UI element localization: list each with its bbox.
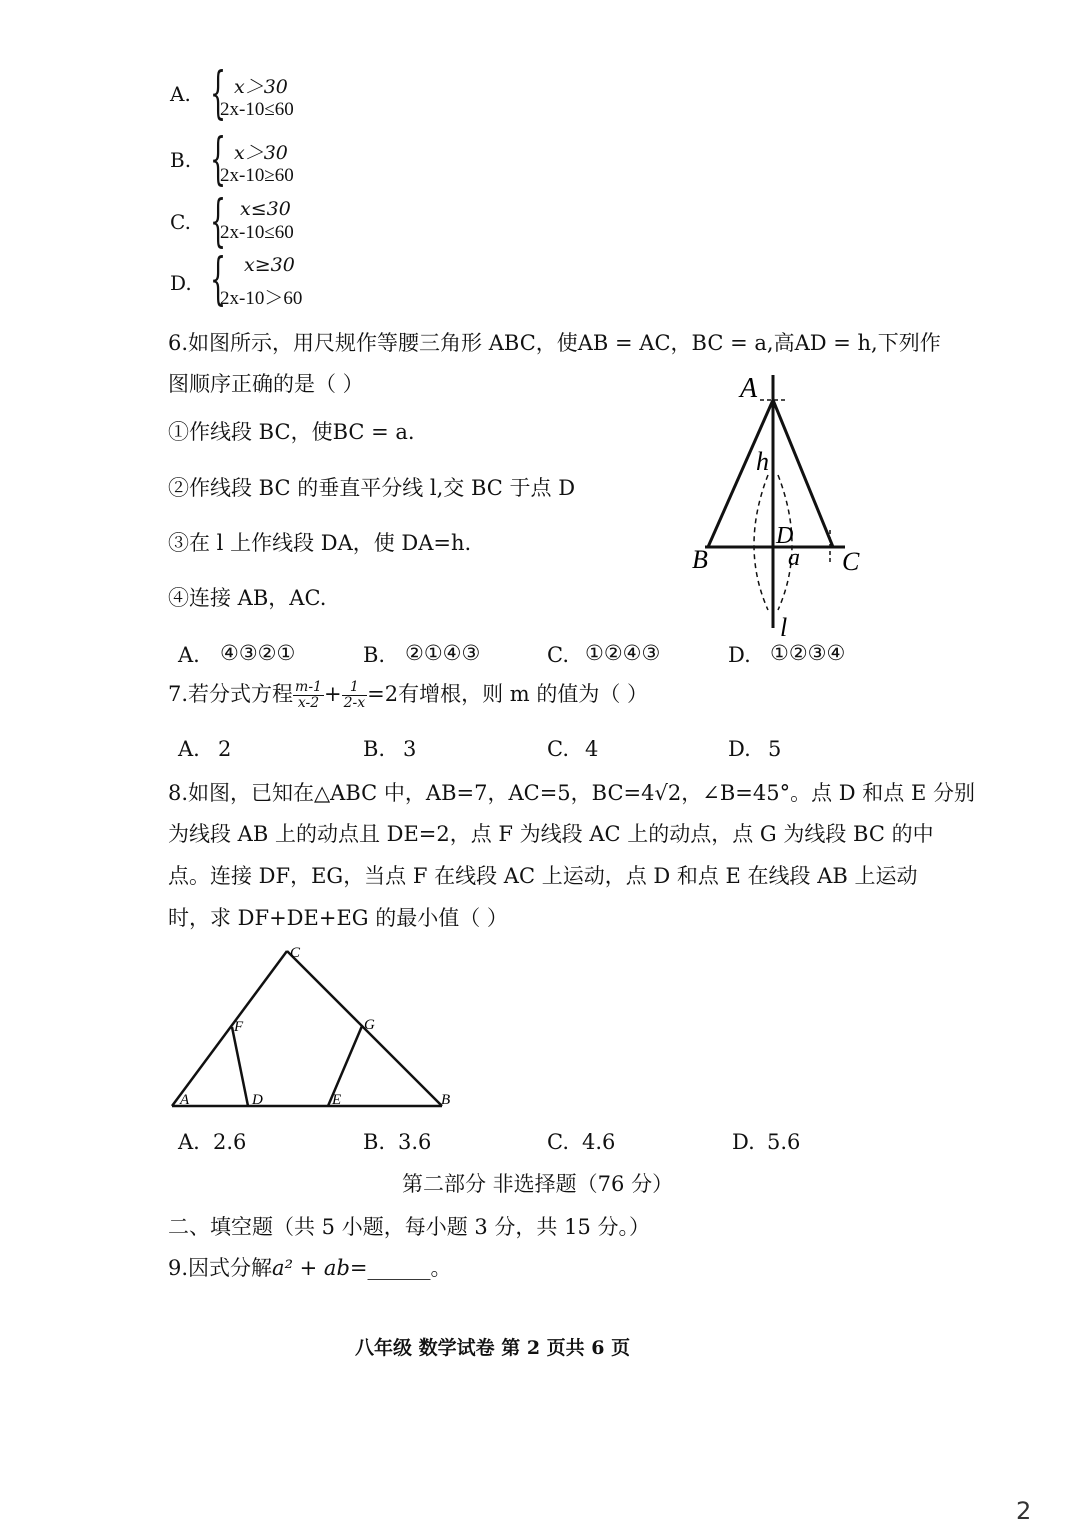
- q7-prefix: 7.若分式方程: [168, 682, 294, 706]
- option-letter: A.: [170, 82, 191, 106]
- q7-option-c-letter: C.: [547, 737, 569, 761]
- label-f: F: [234, 1019, 244, 1035]
- q6-construction-figure: [680, 370, 880, 640]
- inequality-line-2: 2x-10≥60: [220, 165, 294, 186]
- fraction-1-num: m-1: [295, 678, 322, 695]
- fraction-2: [342, 680, 368, 712]
- q6-stem-line2: 图顺序正确的是（ ）: [168, 372, 364, 396]
- inequality-line-1: x≤30: [240, 198, 291, 220]
- segment-df: [232, 1027, 248, 1106]
- fraction-1-den: x-2: [297, 695, 320, 711]
- q7-option-b-text: 3: [403, 737, 417, 761]
- q6-option-d-text: ①②③④: [770, 641, 846, 665]
- q8-line3: 点。连接 DF，EG，当点 F 在线段 AC 上运动，点 D 和点 E 在线段 AB 上运动: [168, 864, 918, 888]
- inequality-line-1: x＞30: [234, 76, 288, 98]
- q8-option-d-letter: D.: [732, 1130, 755, 1154]
- q6-option-c-letter: C.: [547, 643, 569, 667]
- q6-option-b-text: ②①④③: [405, 641, 481, 665]
- label-d: D: [776, 523, 794, 549]
- inequality-line-2: 2x-10≤60: [220, 222, 294, 243]
- q8-line4: 时，求 DF+DE+EG 的最小值（ ）: [168, 906, 508, 930]
- q7-option-c-text: 4: [585, 737, 599, 761]
- plus-sign: +: [323, 682, 342, 706]
- q9-blank: ______: [367, 1256, 431, 1280]
- q8-option-d-text: 5.6: [767, 1130, 801, 1154]
- q6-option-b-letter: B.: [363, 643, 386, 667]
- inequality-line-2: 2x-10＞60: [220, 288, 303, 309]
- inequality-line-1: x＞30: [234, 142, 288, 164]
- q6-step-2: ②作线段 BC 的垂直平分线 l,交 BC 于点 D: [168, 476, 576, 500]
- q9-prefix: 9.因式分解: [168, 1256, 273, 1280]
- q6-stem-line1: 6.如图所示，用尺规作等腰三角形 ABC，使AB = AC，BC = a,高AD = h,下列作: [168, 331, 941, 355]
- q8-option-c-letter: C.: [547, 1130, 569, 1154]
- q6-option-a-letter: A.: [178, 643, 200, 667]
- q8-line2: 为线段 AB 上的动点且 DE=2，点 F 为线段 AC 上的动点，点 G 为线段 BC 的中: [168, 822, 934, 846]
- label-d: D: [252, 1092, 263, 1108]
- part2-title: 第二部分 非选择题（76 分）: [402, 1172, 674, 1196]
- arc-left: [754, 475, 768, 610]
- q7-option-d-letter: D.: [728, 737, 751, 761]
- brace-icon: {: [210, 61, 227, 126]
- brace-icon: {: [210, 189, 227, 254]
- q7-option-a-letter: A.: [178, 737, 200, 761]
- q9-expression: a² + ab=: [272, 1256, 368, 1280]
- q7-suffix: =2有增根，则 m 的值为（ ）: [367, 682, 649, 706]
- option-letter: B.: [170, 148, 192, 172]
- q9: [168, 1252, 452, 1282]
- inequality-line-1: x≥30: [244, 254, 295, 276]
- label-c: C: [290, 945, 301, 961]
- label-e: E: [332, 1092, 342, 1108]
- label-l: l: [780, 613, 788, 640]
- q6-step-4: ④连接 AB，AC.: [168, 586, 327, 610]
- q8-option-a-letter: A.: [178, 1130, 200, 1154]
- page-footer: 八年级 数学试卷 第 2 页共 6 页: [355, 1337, 631, 1359]
- inequality-line-2: 2x-10≤60: [220, 99, 294, 120]
- q6-step-3: ③在 l 上作线段 DA，使 DA=h.: [168, 531, 472, 555]
- q8-option-a-text: 2.6: [213, 1130, 247, 1154]
- q7-stem: [168, 678, 648, 711]
- q7-option-b-letter: B.: [363, 737, 386, 761]
- fraction-2-den: 2-x: [343, 695, 366, 711]
- q8-option-c-text: 4.6: [582, 1130, 616, 1154]
- segment-ac: [172, 951, 287, 1106]
- q8-line1: 8.如图，已知在△ABC 中，AB=7，AC=5，BC=4√2，∠B=45°。点 D 和点 E 分别: [168, 781, 975, 805]
- q6-step-1: ①作线段 BC，使BC = a.: [168, 420, 415, 444]
- q6-option-a-text: ④③②①: [220, 641, 296, 665]
- label-c: C: [842, 547, 860, 576]
- q8-option-b-text: 3.6: [398, 1130, 432, 1154]
- label-a: A: [180, 1092, 190, 1108]
- brace-icon: {: [210, 127, 227, 192]
- option-letter: D.: [170, 271, 192, 295]
- option-letter: C.: [170, 210, 191, 234]
- q6-option-d-letter: D.: [728, 643, 751, 667]
- section2-title: 二、填空题（共 5 小题，每小题 3 分，共 15 分。）: [168, 1215, 650, 1239]
- label-h: h: [756, 447, 769, 476]
- brace-icon: {: [210, 247, 227, 312]
- label-a: A: [740, 373, 758, 404]
- label-b: B: [441, 1092, 451, 1108]
- fraction-1: [293, 680, 324, 712]
- page-corner-number: 2: [1016, 1497, 1032, 1525]
- q6-option-c-text: ①②④③: [585, 641, 661, 665]
- fraction-2-num: 1: [342, 680, 368, 696]
- q8-triangle-figure: [160, 935, 470, 1115]
- label-a-small: a: [788, 545, 800, 571]
- label-b: B: [692, 545, 708, 574]
- q9-suffix: 。: [430, 1256, 452, 1280]
- q7-option-a-text: 2: [218, 737, 232, 761]
- label-g: G: [364, 1017, 375, 1033]
- q7-option-d-text: 5: [768, 737, 782, 761]
- q8-option-b-letter: B.: [363, 1130, 386, 1154]
